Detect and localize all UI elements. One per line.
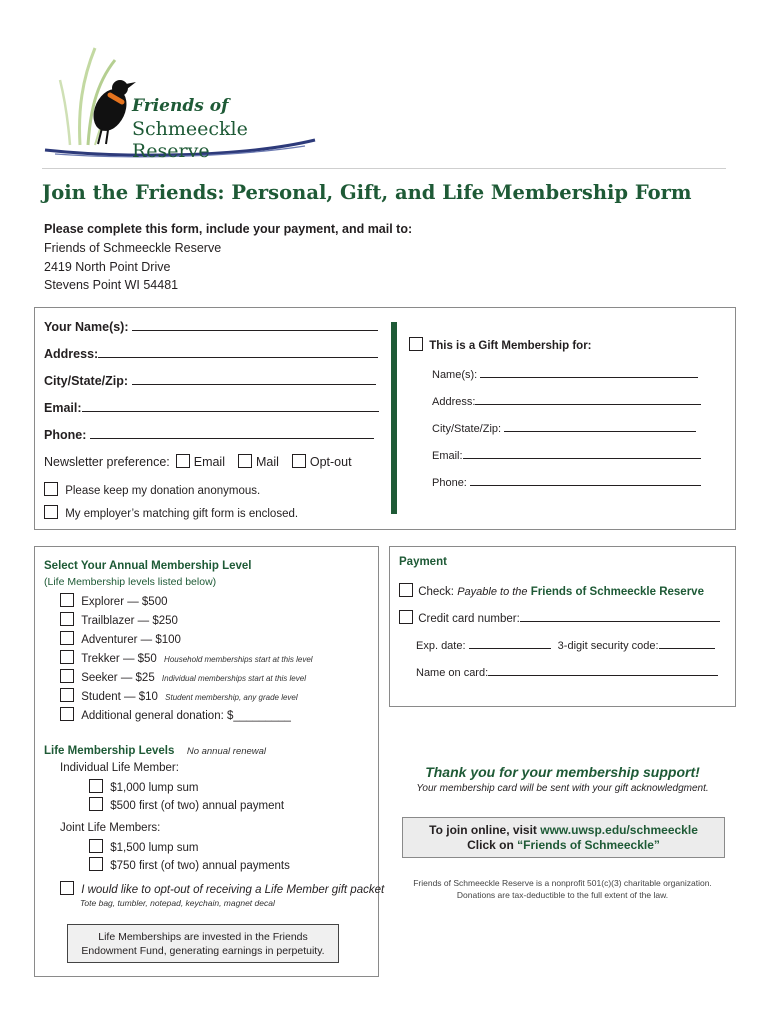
level-label: Trekker — $50: [81, 653, 157, 665]
gift-name-label: Name(s):: [432, 369, 478, 381]
life-option-row: [89, 779, 198, 794]
gift-email-field[interactable]: [463, 447, 701, 459]
credit-card-checkbox[interactable]: [399, 610, 413, 624]
life-note: No annual renewal: [186, 746, 267, 757]
gift-name-field[interactable]: [480, 366, 698, 378]
thanks-subtitle: Your membership card will be sent with your gift acknowledgment.: [416, 783, 709, 794]
gift-name-row: [432, 366, 698, 381]
email-row: [44, 400, 379, 415]
level-label: Student — $10: [81, 691, 158, 703]
life-option-row: [89, 839, 198, 854]
footer-line: Donations are tax-deductible to the full extent of the law.: [456, 890, 669, 900]
online-box: [402, 817, 725, 858]
exp-row: [416, 637, 715, 652]
endowment-line: Endowment Fund, generating earnings in perpetuity.: [81, 945, 325, 957]
your-name-field[interactable]: [132, 319, 378, 331]
mail-address-line: 2419 North Point Drive: [44, 259, 171, 274]
exp-label: Exp. date:: [416, 640, 466, 652]
endowment-note: [67, 924, 339, 963]
mail-instructions: Please complete this form, include your payment, and mail to:: [44, 222, 413, 236]
level-trailblazer-checkbox[interactable]: [60, 612, 74, 626]
level-row: [60, 650, 313, 665]
newsletter-optout-label: Opt-out: [309, 455, 352, 469]
check-payable: Payable to the: [457, 586, 528, 598]
email-label: Email:: [44, 401, 82, 415]
header-divider: [42, 168, 726, 169]
level-explorer-checkbox[interactable]: [60, 593, 74, 607]
page-title: Join the Friends: Personal, Gift, and Life Membership Form: [42, 181, 692, 204]
individual-label: Individual Life Member:: [60, 762, 179, 774]
gift-heading: This is a Gift Membership for:: [429, 340, 592, 352]
gift-membership-checkbox[interactable]: [409, 337, 423, 351]
employer-label: My employer’s matching gift form is enclosed.: [65, 508, 299, 520]
friends-link[interactable]: “Friends of Schmeeckle”: [517, 838, 660, 852]
life-option-row: [89, 797, 284, 812]
exp-date-field[interactable]: [469, 637, 551, 649]
level-row: [60, 631, 181, 646]
online-prefix: To join online, visit: [429, 823, 537, 837]
city-row: [44, 373, 376, 388]
optout-row: [60, 881, 384, 896]
gift-city-field[interactable]: [504, 420, 696, 432]
level-note: Household memberships start at this level: [164, 655, 313, 664]
online-url-link[interactable]: www.uwsp.edu/schmeeckle: [540, 823, 698, 837]
level-row: [60, 593, 168, 608]
life-heading-row: [44, 741, 266, 759]
address-field[interactable]: [98, 346, 378, 358]
level-note: Student membership, any grade level: [165, 693, 298, 702]
your-name-label: Your Name(s):: [44, 320, 129, 334]
life-option-label: $500 first (of two) annual payment: [110, 800, 285, 812]
optout-sub: Tote bag, tumbler, notepad, keychain, magnet decal: [80, 898, 275, 908]
card-number-field[interactable]: [520, 610, 720, 622]
life-joint-payment-checkbox[interactable]: [89, 857, 103, 871]
payment-section: [389, 546, 736, 707]
newsletter-optout-checkbox[interactable]: [292, 454, 306, 468]
security-code-field[interactable]: [659, 637, 715, 649]
life-option-label: $750 first (of two) annual payments: [110, 860, 290, 872]
donation-label: Additional general donation: $_________: [81, 710, 291, 722]
mail-address-line: Stevens Point WI 54481: [44, 278, 179, 292]
address-label: Address:: [44, 347, 99, 361]
gift-heading-row: [409, 337, 592, 352]
employer-row: [44, 505, 298, 520]
phone-row: [44, 427, 374, 442]
level-label: Trailblazer — $250: [81, 615, 178, 627]
mail-address: [44, 239, 221, 295]
footer-line: Friends of Schmeeckle Reserve is a nonprofit 501(c)(3) charitable organization.: [413, 878, 712, 888]
life-option-label: $1,000 lump sum: [110, 782, 199, 794]
name-on-card-label: Name on card:: [416, 667, 489, 679]
your-name-row: [44, 319, 378, 334]
level-label: Adventurer — $100: [81, 634, 181, 646]
donation-row: [60, 707, 291, 722]
life-heading: Life Membership Levels: [44, 745, 175, 757]
gift-phone-label: Phone:: [432, 477, 467, 489]
gift-address-field[interactable]: [475, 393, 701, 405]
level-row: [60, 669, 306, 684]
logo: [40, 40, 330, 165]
phone-label: Phone:: [44, 428, 87, 442]
anonymous-label: Please keep my donation anonymous.: [65, 485, 261, 497]
check-label: Check:: [418, 586, 454, 598]
online-line2: [403, 838, 724, 853]
card-row: [399, 610, 720, 625]
check-payee: Friends of Schmeeckle Reserve: [530, 586, 704, 598]
anonymous-checkbox[interactable]: [44, 482, 58, 496]
life-option-row: [89, 857, 290, 872]
life-individual-lump-checkbox[interactable]: [89, 779, 103, 793]
phone-field[interactable]: [90, 427, 374, 439]
online-line1: [403, 823, 724, 838]
optout-label: I would like to opt-out of receiving a Life Member gift packet: [81, 884, 385, 896]
level-label: Seeker — $25: [81, 672, 155, 684]
newsletter-label: Newsletter preference:: [44, 455, 170, 469]
logo-line2: Schmeeckle Reserve: [132, 118, 248, 162]
level-note: Individual memberships start at this level: [161, 674, 306, 683]
gift-address-label: Address:: [432, 396, 476, 408]
employer-checkbox[interactable]: [44, 505, 58, 519]
life-individual-payment-checkbox[interactable]: [89, 797, 103, 811]
level-seeker-checkbox[interactable]: [60, 669, 74, 683]
gift-city-row: [432, 420, 696, 435]
address-row: [44, 346, 378, 361]
anonymous-row: [44, 482, 260, 497]
email-field[interactable]: [82, 400, 379, 412]
footer-note: [389, 877, 736, 901]
check-row: [399, 583, 704, 598]
check-payment-checkbox[interactable]: [399, 583, 413, 597]
gift-packet-optout-checkbox[interactable]: [60, 881, 74, 895]
payment-heading: Payment: [399, 556, 447, 568]
gift-city-label: City/State/Zip:: [432, 423, 502, 435]
level-label: Explorer — $500: [81, 596, 168, 608]
newsletter-mail-label: Mail: [255, 455, 279, 469]
name-on-card-row: [416, 664, 718, 679]
gift-email-label: Email:: [432, 450, 463, 462]
level-student-checkbox[interactable]: [60, 688, 74, 702]
level-adventurer-checkbox[interactable]: [60, 631, 74, 645]
thanks-title: Thank you for your membership support!: [425, 764, 700, 780]
levels-heading: Select Your Annual Membership Level: [44, 560, 252, 572]
levels-subheading: (Life Membership levels listed below): [44, 576, 217, 588]
section-divider: [391, 322, 397, 514]
logo-line1: Friends of: [132, 96, 229, 116]
newsletter-email-checkbox[interactable]: [176, 454, 190, 468]
gift-email-row: [432, 447, 701, 462]
donation-checkbox[interactable]: [60, 707, 74, 721]
life-joint-lump-checkbox[interactable]: [89, 839, 103, 853]
newsletter-mail-checkbox[interactable]: [238, 454, 252, 468]
gift-address-row: [432, 393, 701, 408]
mail-address-line: Friends of Schmeeckle Reserve: [44, 241, 222, 255]
code-label: 3-digit security code:: [557, 640, 659, 652]
city-label: City/State/Zip:: [44, 374, 129, 388]
life-option-label: $1,500 lump sum: [110, 842, 199, 854]
gift-phone-row: [432, 474, 701, 489]
gift-phone-field[interactable]: [470, 474, 701, 486]
joint-label: Joint Life Members:: [60, 822, 161, 834]
endowment-line: Life Memberships are invested in the Friends: [98, 931, 308, 943]
level-row: [60, 688, 298, 703]
online-click-prefix: Click on: [467, 838, 514, 852]
name-on-card-field[interactable]: [488, 664, 718, 676]
level-trekker-checkbox[interactable]: [60, 650, 74, 664]
level-row: [60, 612, 178, 627]
card-label: Credit card number:: [418, 613, 520, 625]
newsletter-row: [44, 454, 352, 469]
city-field[interactable]: [132, 373, 376, 385]
newsletter-email-label: Email: [193, 455, 225, 469]
